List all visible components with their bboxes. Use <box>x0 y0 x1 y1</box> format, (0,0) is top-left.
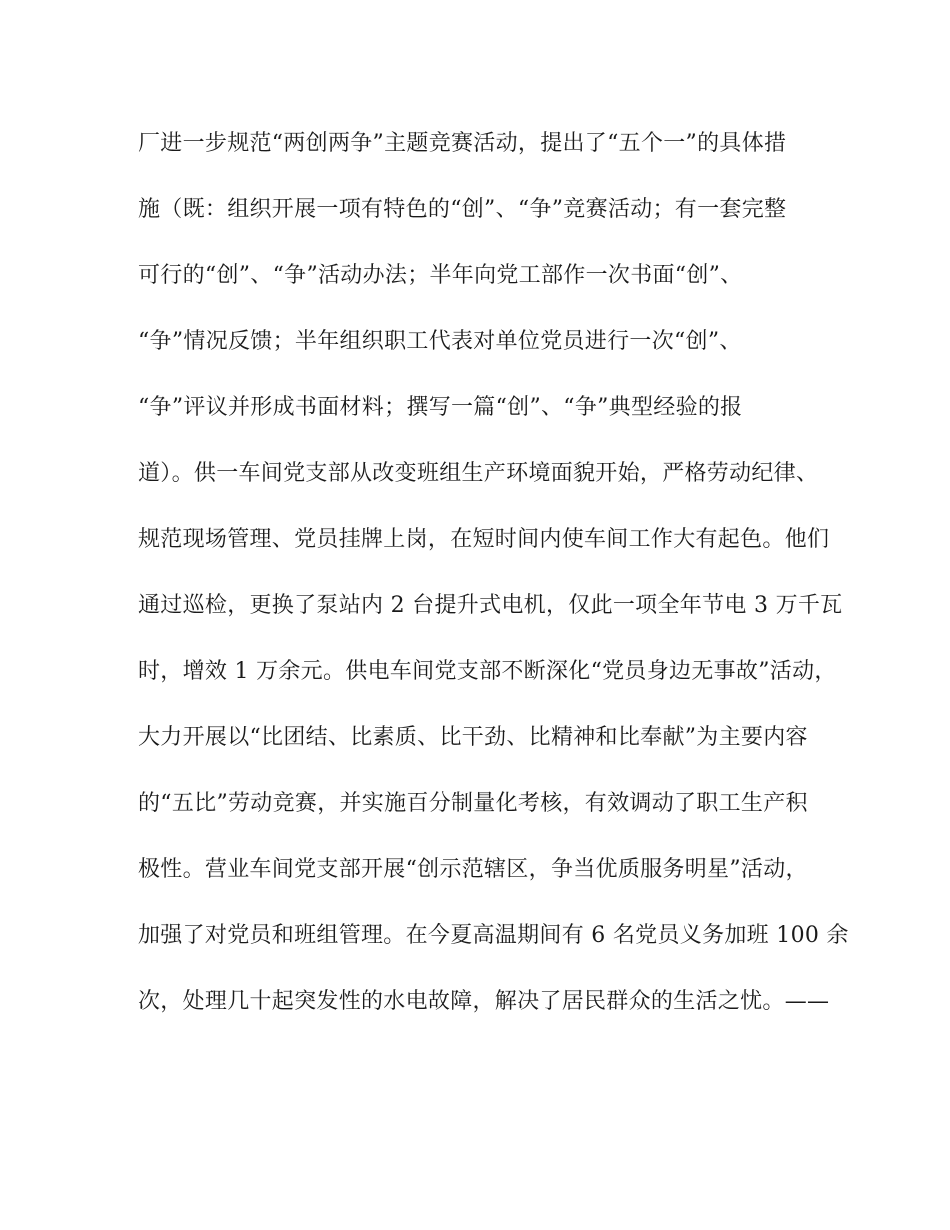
text-line-10: 大力开展以“比团结、比素质、比干劲、比精神和比奉献”为主要内容 <box>138 725 808 750</box>
text-line-1: 厂进一步规范“两创两争”主题竞赛活动，提出了“五个一”的具体措 <box>138 131 787 156</box>
text-line-2: 施（既：组织开展一项有特色的“创”、“争”竞赛活动；有一套完整 <box>138 197 787 222</box>
body-paragraph <box>138 124 849 1048</box>
text-line-12: 极性。营业车间党支部开展“创示范辖区，争当优质服务明星”活动， <box>138 857 808 882</box>
text-line-14: 次，处理几十起突发性的水电故障，解决了居民群众的生活之忧。—— <box>138 989 830 1014</box>
text-line-6: 道）。供一车间党支部从改变班组生产环境面貌开始，严格劳动纪律、 <box>138 461 819 486</box>
text-line-7: 规范现场管理、党员挂牌上岗，在短时间内使车间工作大有起色。他们 <box>138 527 830 552</box>
text-line-13: 加强了对党员和班组管理。在今夏高温期间有 6 名党员义务加班 100 余 <box>138 923 849 948</box>
text-line-11: 的“五比”劳动竞赛，并实施百分制量化考核，有效调动了职工生产积 <box>138 791 808 816</box>
text-line-8: 通过巡检，更换了泵站内 2 台提升式电机，仅此一项全年节电 3 万千瓦 <box>138 593 843 618</box>
text-line-3: 可行的“创”、“争”活动办法；半年向党工部作一次书面“创”、 <box>138 263 743 288</box>
text-line-5: “争”评议并形成书面材料；撰写一篇“创”、“争”典型经验的报 <box>138 395 743 420</box>
text-line-4: “争”情况反馈；半年组织职工代表对单位党员进行一次“创”、 <box>138 329 742 354</box>
text-line-9: 时，增效 1 万余元。供电车间党支部不断深化“党员身边无事故”活动， <box>138 659 837 684</box>
